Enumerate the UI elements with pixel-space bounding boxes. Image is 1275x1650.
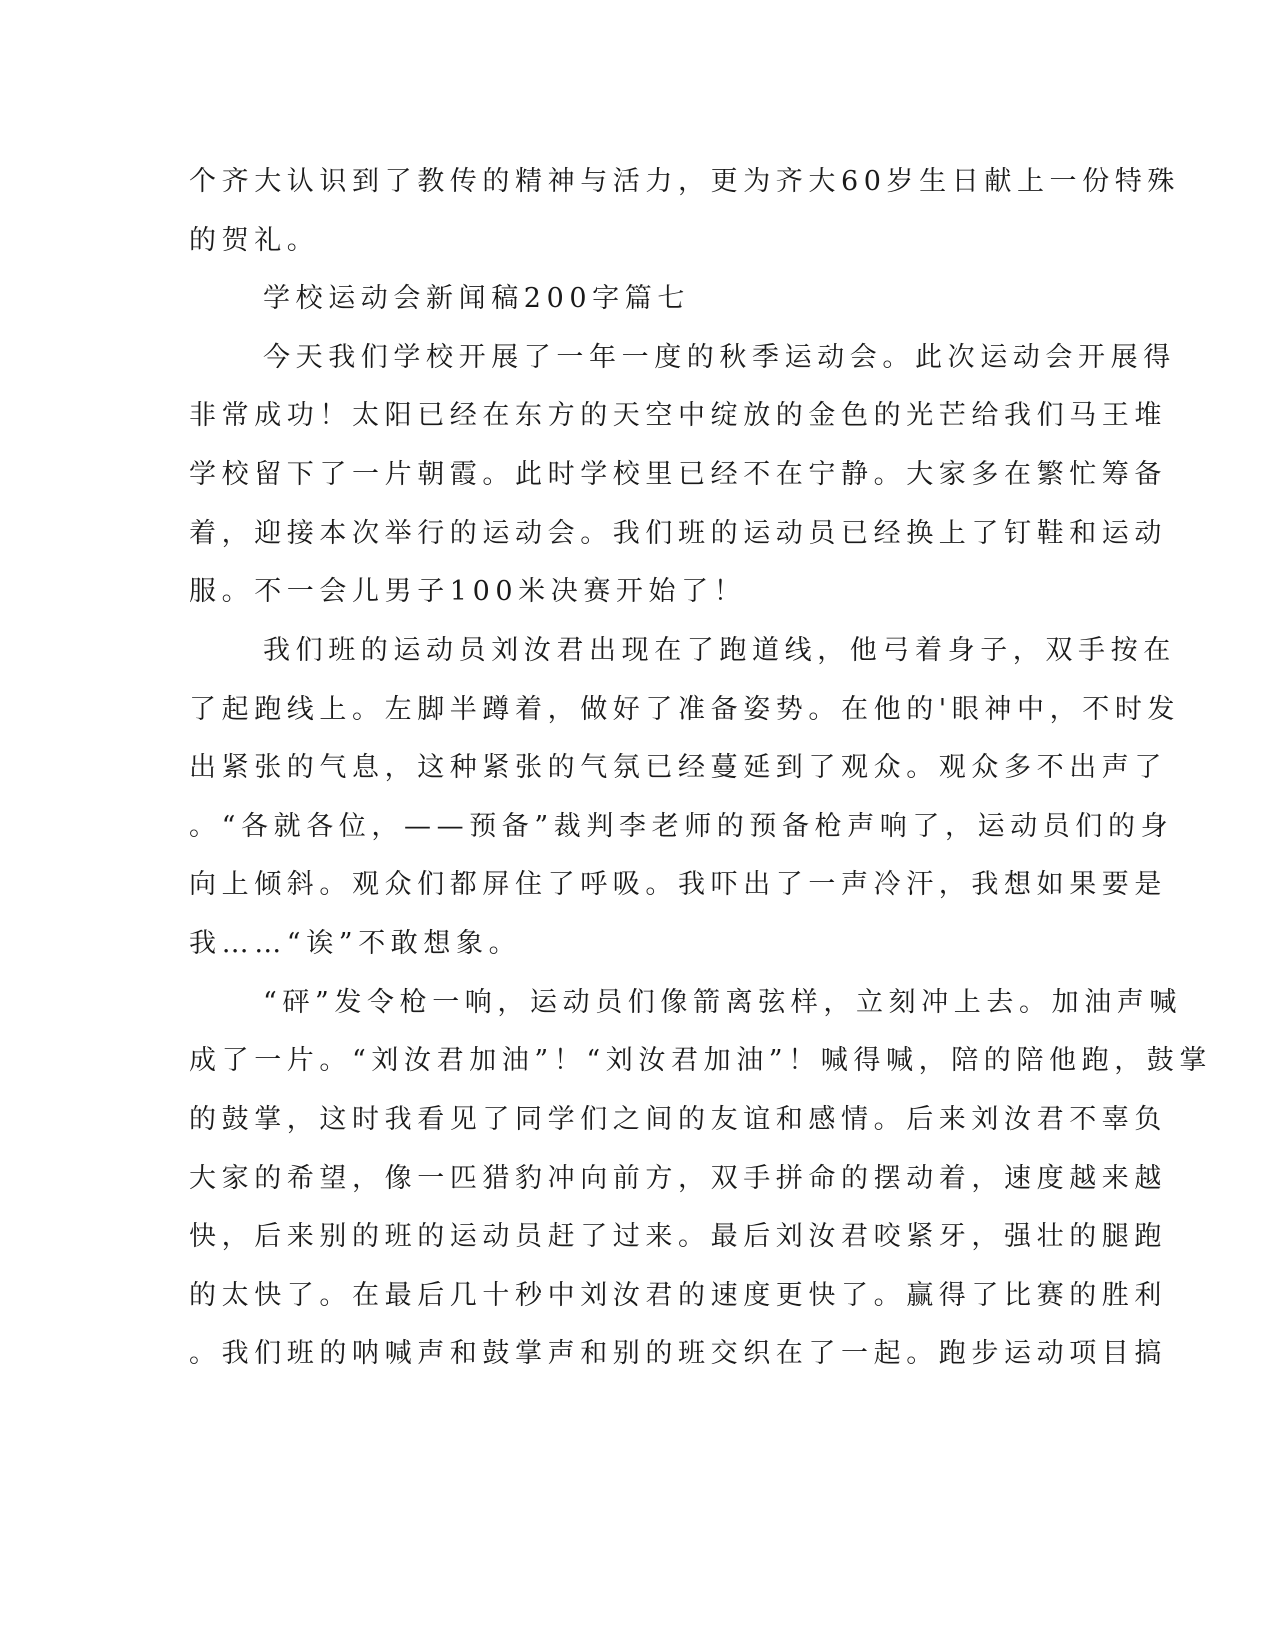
text-line: 个齐大认识到了教传的精神与活力，更为齐大60岁生日献上一份特殊 <box>189 166 1180 197</box>
text-line: 我……“诶”不敢想象。 <box>189 928 522 959</box>
paragraph-start: “砰”发令枪一响，运动员们像箭离弦样，立刻冲上去。加油声喊 <box>263 987 1183 1018</box>
text-line: 着，迎接本次举行的运动会。我们班的运动员已经换上了钉鞋和运动 <box>189 518 1167 549</box>
text-line: 成了一片。“刘汝君加油”！“刘汝君加油”！喊得喊，陪的陪他跑，鼓掌 <box>189 1045 1213 1076</box>
paragraph-start: 我们班的运动员刘汝君出现在了跑道线，他弓着身子，双手按在 <box>263 635 1176 666</box>
text-line: 向上倾斜。观众们都屏住了呼吸。我吓出了一声冷汗，我想如果要是 <box>189 869 1167 900</box>
text-line: 了起跑线上。左脚半蹲着，做好了准备姿势。在他的'眼神中，不时发 <box>189 694 1181 725</box>
text-line: 服。不一会儿男子100米决赛开始了！ <box>189 576 747 607</box>
text-line: 学校留下了一片朝霞。此时学校里已经不在宁静。大家多在繁忙筹备 <box>189 459 1167 490</box>
text-line: 大家的希望，像一匹猎豹冲向前方，双手拼命的摆动着，速度越来越 <box>189 1163 1167 1194</box>
text-line: 。“各就各位，——预备”裁判李老师的预备枪声响了，运动员们的身 <box>189 811 1174 842</box>
paragraph-start: 今天我们学校开展了一年一度的秋季运动会。此次运动会开展得 <box>263 342 1176 373</box>
text-line: 出紧张的气息，这种紧张的气氛已经蔓延到了观众。观众多不出声了 <box>189 752 1167 783</box>
text-line: 。我们班的呐喊声和鼓掌声和别的班交织在了一起。跑步运动项目搞 <box>189 1338 1167 1369</box>
text-line: 的贺礼。 <box>189 225 320 256</box>
text-line: 的鼓掌，这时我看见了同学们之间的友谊和感情。后来刘汝君不辜负 <box>189 1104 1167 1135</box>
section-heading: 学校运动会新闻稿200字篇七 <box>263 283 690 314</box>
text-line: 的太快了。在最后几十秒中刘汝君的速度更快了。赢得了比赛的胜利 <box>189 1280 1167 1311</box>
text-line: 快，后来别的班的运动员赶了过来。最后刘汝君咬紧牙，强壮的腿跑 <box>189 1221 1167 1252</box>
text-line: 非常成功！太阳已经在东方的天空中绽放的金色的光芒给我们马王堆 <box>189 400 1167 431</box>
